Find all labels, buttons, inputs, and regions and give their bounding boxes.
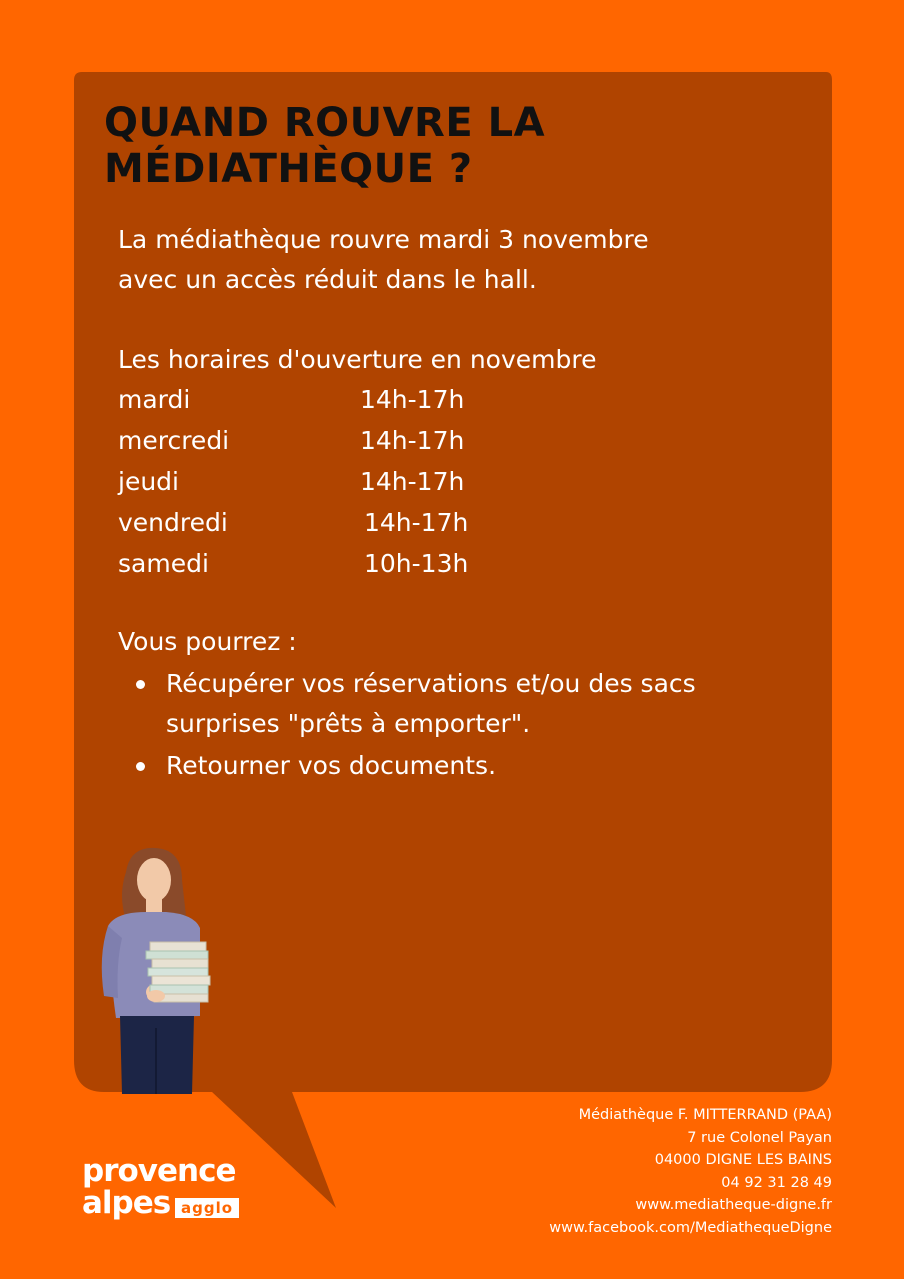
hours-row: [118, 380, 618, 421]
hours-row: [118, 544, 618, 585]
intro-paragraph: [118, 220, 818, 300]
logo-badge: agglo: [175, 1198, 239, 1218]
contact-phone: 04 92 31 28 49: [721, 1174, 832, 1191]
services-heading: Vous pourrez :: [118, 627, 297, 656]
contact-block: [549, 1104, 832, 1239]
contact-website: www.mediatheque-digne.fr: [635, 1197, 832, 1213]
provence-alpes-agglo-logo: [82, 1154, 252, 1234]
contact-name: Médiathèque F. MITTERRAND (PAA): [578, 1107, 832, 1123]
services-list: [118, 664, 818, 788]
hours-time: 14h-17h: [360, 426, 465, 455]
logo-line-1: provence: [82, 1153, 236, 1189]
bullet-icon: [136, 762, 145, 771]
hours-time: 10h-13h: [364, 549, 469, 578]
list-item: [118, 664, 818, 744]
list-item-line: surprises "prêts à emporter".: [166, 709, 531, 738]
hours-time: 14h-17h: [360, 467, 465, 496]
hours-day: vendredi: [118, 508, 228, 537]
hours-row: [118, 503, 618, 544]
contact-facebook: www.facebook.com/MediathequeDigne: [549, 1219, 832, 1236]
hours-day: mardi: [118, 385, 191, 414]
hours-time: 14h-17h: [360, 385, 465, 414]
hours-row: [118, 462, 618, 503]
hours-table: [118, 380, 618, 585]
hours-time: 14h-17h: [364, 508, 469, 537]
page-title: [104, 100, 804, 192]
list-item: [118, 746, 818, 786]
list-item-line: Retourner vos documents.: [166, 751, 497, 780]
list-item-line: Récupérer vos réservations et/ou des sacs: [166, 669, 696, 698]
hours-day: jeudi: [118, 467, 179, 496]
logo-line-2: alpes: [82, 1185, 171, 1221]
contact-city: 04000 DIGNE LES BAINS: [654, 1152, 832, 1168]
hours-day: mercredi: [118, 426, 230, 455]
hours-row: [118, 421, 618, 462]
hours-heading: Les horaires d'ouverture en novembre: [118, 345, 597, 374]
woman-holding-books-icon: [96, 846, 226, 1094]
intro-line-1: La médiathèque rouvre mardi 3 novembre: [118, 225, 649, 254]
bullet-icon: [136, 680, 145, 689]
title-line-1: QUAND ROUVRE LA: [104, 100, 546, 146]
title-line-2: MÉDIATHÈQUE ?: [104, 146, 473, 192]
hours-day: samedi: [118, 549, 209, 578]
intro-line-2: avec un accès réduit dans le hall.: [118, 265, 537, 294]
contact-street: 7 rue Colonel Payan: [687, 1129, 832, 1146]
